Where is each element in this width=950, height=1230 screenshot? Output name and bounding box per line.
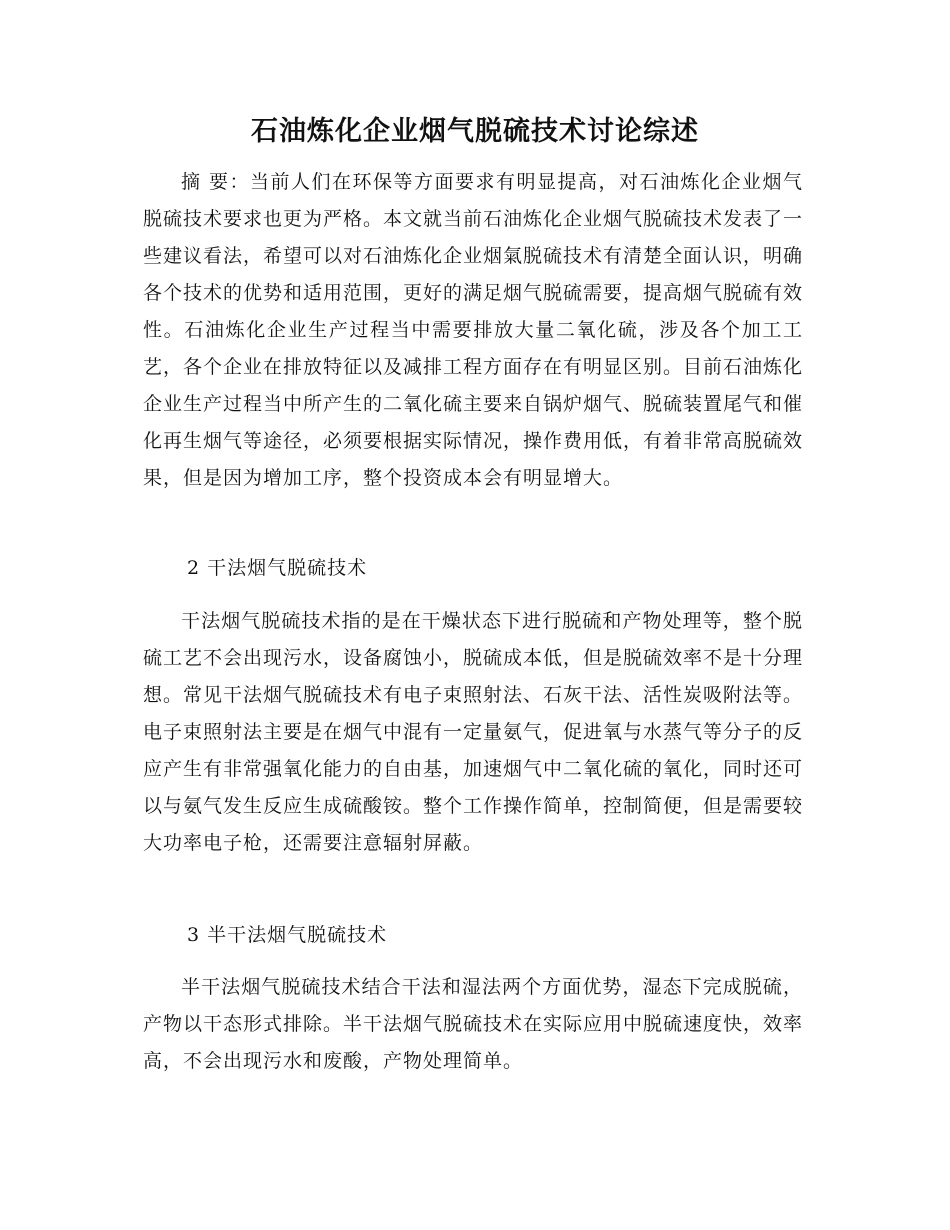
- section-2-paragraph: 干法烟气脱硫技术指的是在干燥状态下进行脱硫和产物处理等，整个脱硫工艺不会出现污水，设备腐蚀小，脱硫成本低，但是脱硫效率不是十分理想。常见干法烟气脱硫技术有电子束照射法、石灰干法、活性炭吸附法等。电子束照射法主要是在烟气中混有一定量氨气，促进氧与水蒸气等分子的反应产生有非常强氧化能力的自由基，加速烟气中二氧化硫的氧化，同时还可以与氨气发生反应生成硫酸铵。整个工作操作简单，控制简便，但是需要较大功率电子枪，还需要注意辐射屏蔽。: [143, 610, 804, 854]
- section-3-paragraph: 半干法烟气脱硫技术结合干法和湿法两个方面优势，湿态下完成脱硫，产物以干态形式排除。半干法烟气脱硫技术在实际应用中脱硫速度快，效率高，不会出现污水和废酸，产物处理简单。: [143, 976, 804, 1072]
- section-3-heading: 3 半干法烟气脱硫技术: [187, 924, 388, 946]
- section-2-heading: 2 干法烟气脱硫技术: [187, 557, 368, 579]
- abstract-paragraph: 摘 要：当前人们在环保等方面要求有明显提高，对石油炼化企业烟气脱硫技术要求也更为严格。本文就当前石油炼化企业烟气脱硫技术发表了一些建议看法，希望可以对石油炼化企业烟氣脱硫技术有清楚全面认识，明确各个技术的优势和适用范围，更好的满足烟气脱硫需要，提高烟气脱硫有效性。石油炼化企业生产过程当中需要排放大量二氧化硫，涉及各个加工工艺，各个企业在排放特征以及减排工程方面存在有明显区别。目前石油炼化企业生产过程当中所产生的二氧化硫主要来自锅炉烟气、脱硫装置尾气和催化再生烟气等途径，必须要根据实际情况，操作费用低，有着非常高脱硫效果，但是因为增加工序，整个投资成本会有明显增大。: [143, 171, 804, 489]
- page-title: 石油炼化企业烟气脱硫技术讨论综述: [251, 116, 699, 147]
